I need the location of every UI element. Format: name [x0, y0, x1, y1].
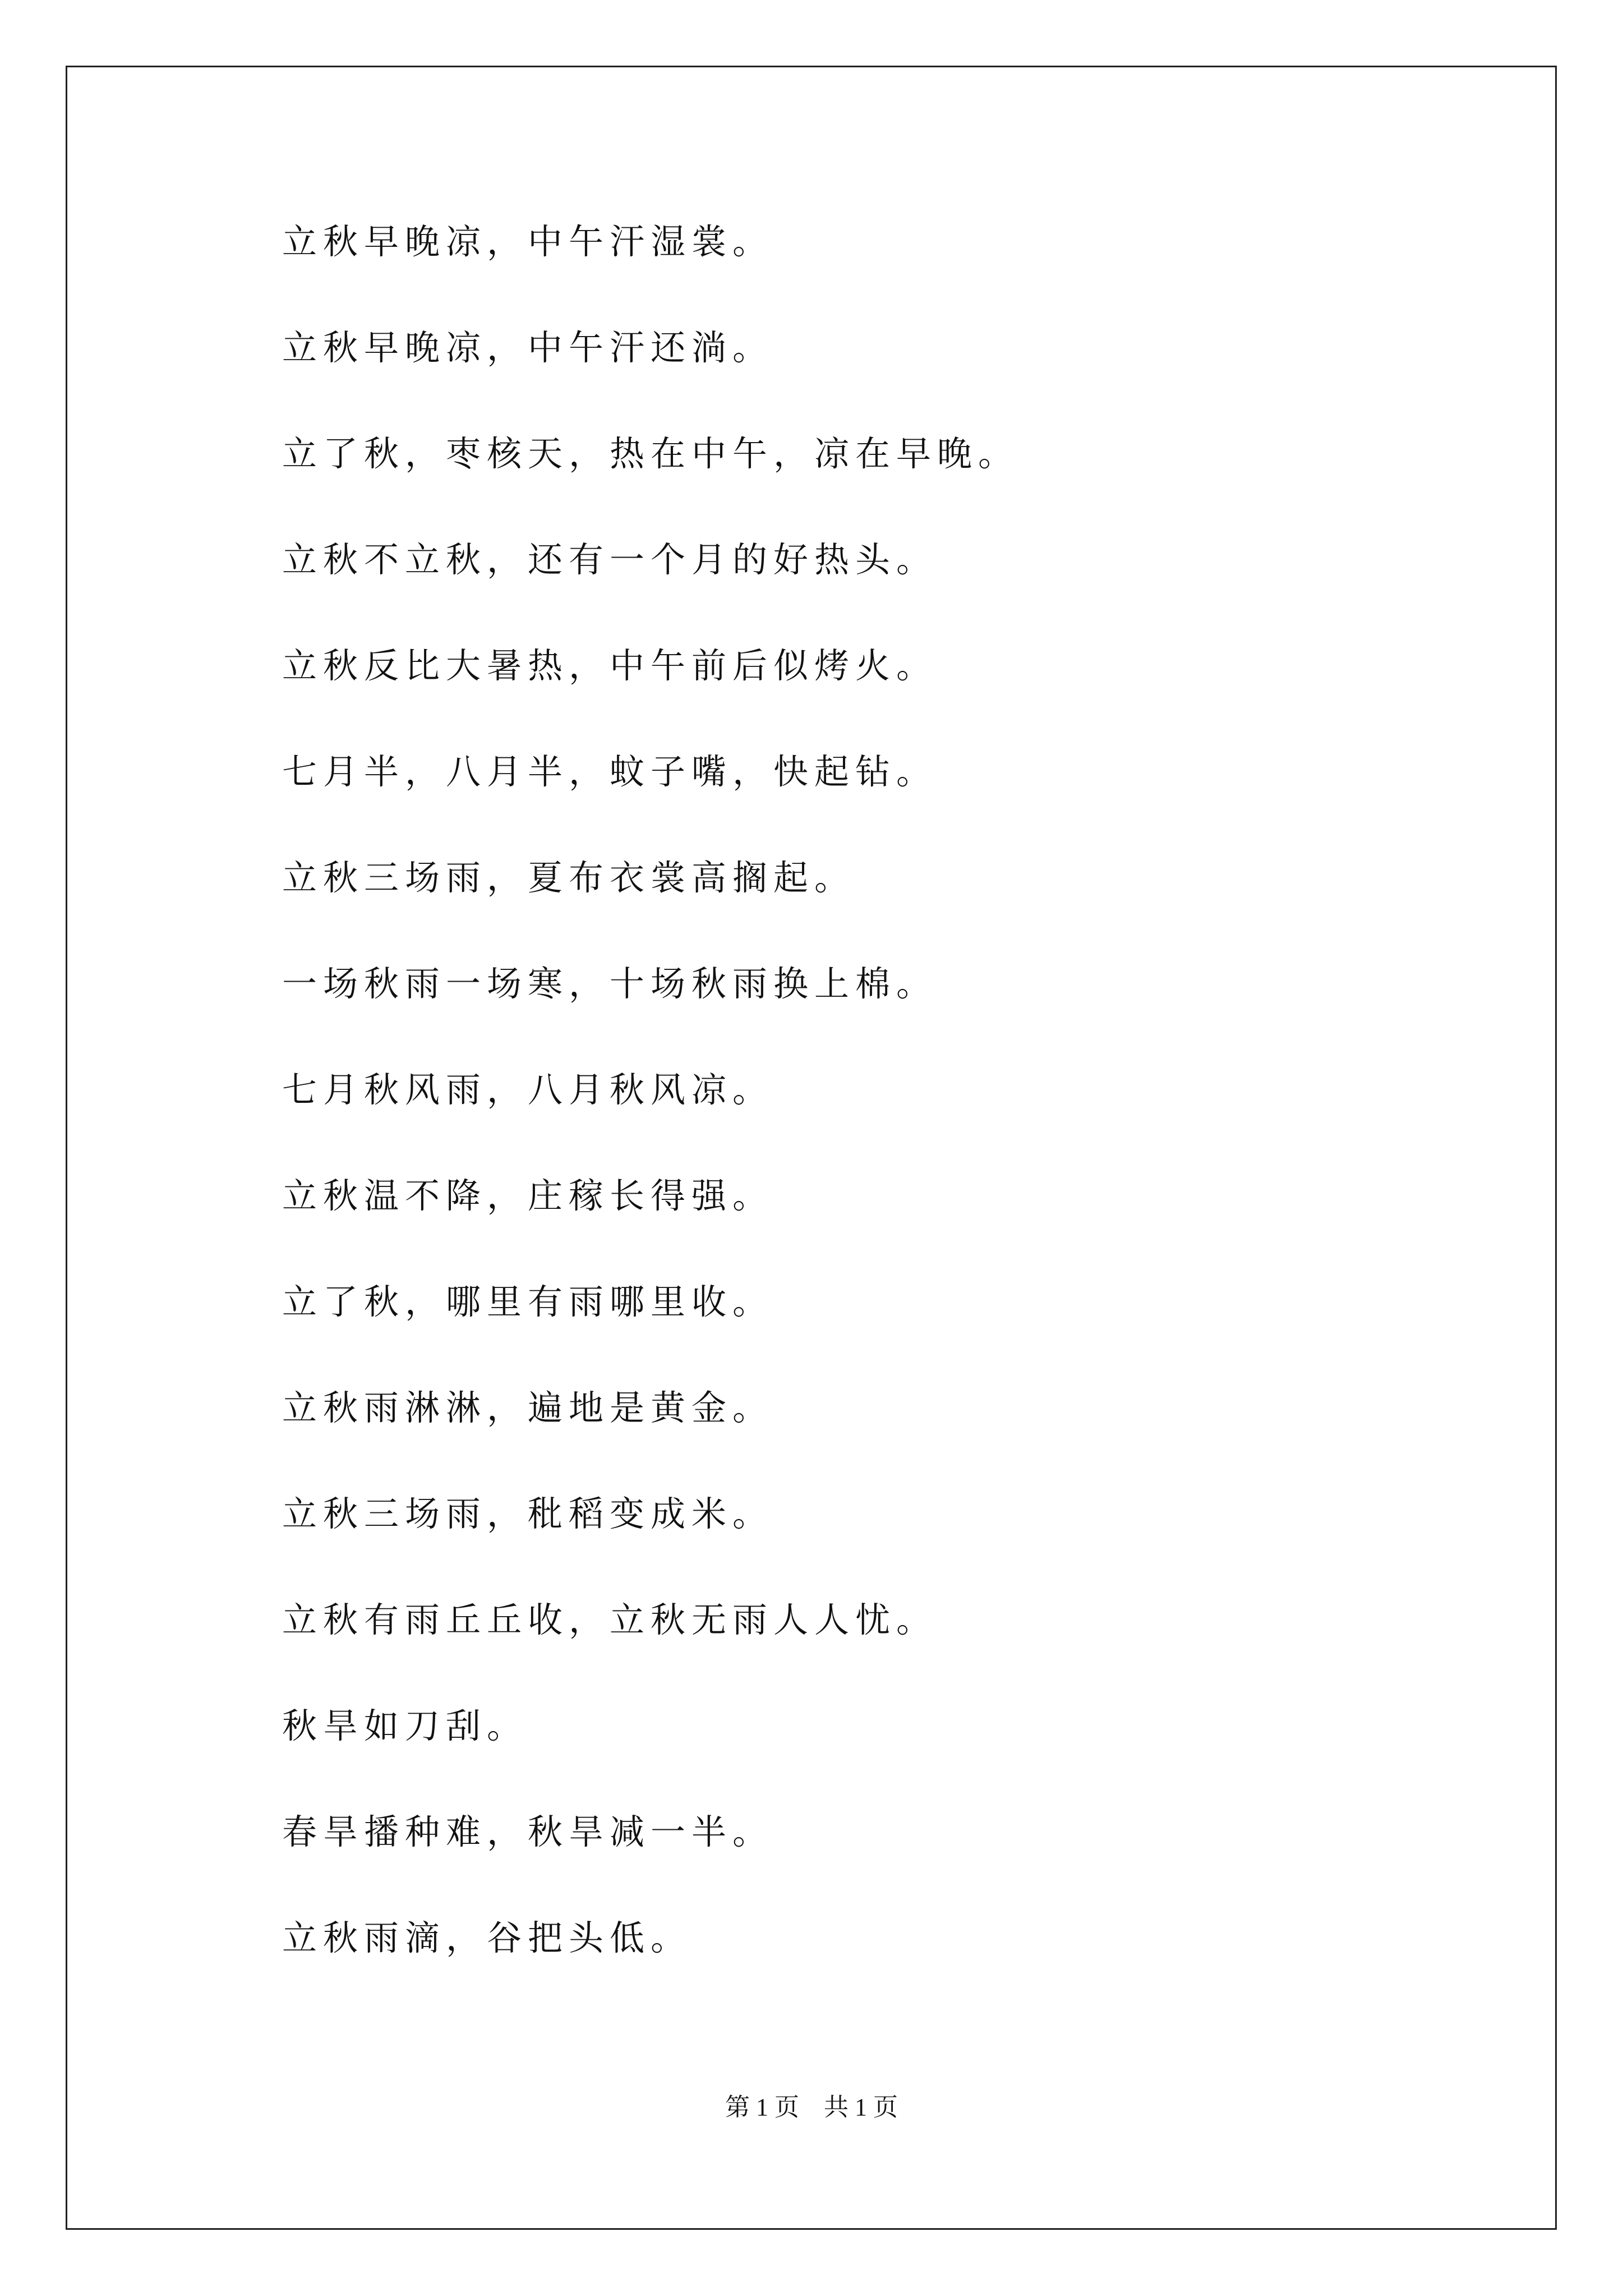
- proverb-line: 立了秋，哪里有雨哪里收。: [282, 1281, 774, 1322]
- proverb-line: 立秋温不降，庄稼长得强。: [282, 1175, 774, 1216]
- proverb-list: [282, 221, 1020, 2027]
- proverb-line: 立秋三场雨，秕稻变成米。: [282, 1493, 774, 1534]
- proverb-line: 立秋有雨丘丘收，立秋无雨人人忧。: [282, 1599, 938, 1640]
- proverb-line: 立了秋，枣核天，热在中午，凉在早晚。: [282, 433, 1020, 474]
- proverb-line: 立秋雨滴，谷把头低。: [282, 1917, 692, 1958]
- proverb-line: 一场秋雨一场寒，十场秋雨换上棉。: [282, 963, 938, 1004]
- proverb-line: 秋旱如刀刮。: [282, 1705, 528, 1746]
- proverb-line: 立秋雨淋淋，遍地是黄金。: [282, 1387, 774, 1428]
- proverb-line: 立秋早晚凉，中午汗还淌。: [282, 327, 774, 368]
- proverb-line: 七月半，八月半，蚊子嘴，快起钻。: [282, 751, 938, 792]
- proverb-line: 春旱播种难，秋旱减一半。: [282, 1811, 774, 1852]
- proverb-line: 立秋早晚凉，中午汗湿裳。: [282, 221, 774, 262]
- proverb-line: 七月秋风雨，八月秋风凉。: [282, 1069, 774, 1110]
- proverb-line: 立秋不立秋，还有一个月的好热头。: [282, 539, 938, 580]
- proverb-line: 立秋三场雨，夏布衣裳高搁起。: [282, 857, 856, 898]
- proverb-line: 立秋反比大暑热，中午前后似烤火。: [282, 645, 938, 686]
- page-number-footer: 第 1 页 共 1 页: [725, 2093, 898, 2121]
